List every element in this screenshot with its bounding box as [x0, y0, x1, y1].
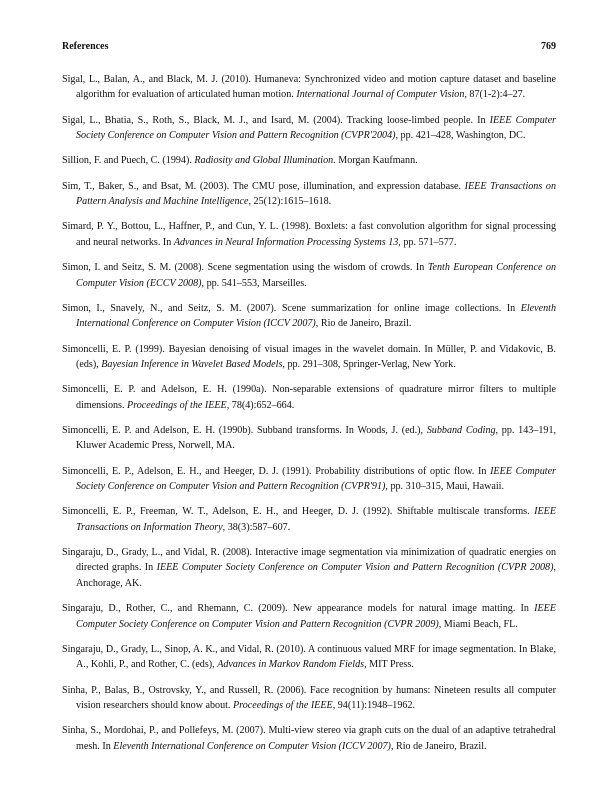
page-number: 769	[541, 41, 556, 52]
ref-text: Simoncelli, E. P. and Adelson, E. H. (1990a). Non-separable extensions of quadrature mirror filters to multiple dimensions.	[62, 384, 556, 411]
ref-venue: Proceedings of the IEEE	[232, 699, 333, 711]
ref-text: Simoncelli, E. P., Freeman, W. T., Adelson, E. H., and Heeger, D. J. (1992). Shiftable multiscale transforms.	[62, 506, 535, 518]
ref-text: Simoncelli, E. P., Adelson, E. H., and Heeger, D. J. (1991). Probability distributions of optic flow. In	[62, 465, 491, 477]
reference-entry	[62, 545, 556, 591]
reference-entry	[62, 179, 556, 210]
ref-text: Sinha, S., Mordohai, P., and Pollefeys, M. (2007). Multi-view stereo via graph cuts on the dual of an adaptive tetrahedral mesh. In	[62, 725, 556, 752]
reference-entry	[62, 464, 556, 495]
reference-entry	[62, 423, 556, 454]
ref-details: , pp. 310–315, Maui, Hawaii.	[385, 481, 504, 493]
ref-text: Singaraju, D., Grady, L., and Vidal, R. (2008). Interactive image segmentation via minimization of quadratic energies on directed graphs. In	[62, 547, 556, 574]
ref-details: , MIT Press.	[364, 659, 414, 671]
ref-text: Simon, I., Snavely, N., and Seitz, S. M. (2007). Scene summarization for online image collections. In	[62, 302, 521, 314]
reference-entry	[62, 683, 556, 714]
ref-venue: Tenth European Conference on Computer Vision (ECCV 2008)	[76, 262, 556, 289]
ref-details: . Morgan Kaufmann.	[333, 155, 418, 167]
reference-entry	[62, 219, 556, 250]
ref-details: , 87(1-2):4–27.	[464, 89, 526, 101]
ref-venue: IEEE Computer Society Conference on Computer Vision and Pattern Recognition (CVPR'2004)	[76, 114, 556, 142]
reference-entry	[62, 72, 556, 103]
ref-details: , pp. 291–308, Springer-Verlag, New York.	[282, 358, 456, 370]
ref-text: Sigal, L., Balan, A., and Black, M. J. (2010). Humaneva: Synchronized video and motion capture dataset and baseline algorithm for evaluation of articulated human motion.	[62, 74, 556, 101]
ref-text: Sim, T., Baker, S., and Bsat, M. (2003). The CMU pose, illumination, and expression database.	[62, 180, 465, 192]
reference-entry	[62, 504, 556, 535]
ref-venue: Bayesian Inference in Wavelet Based Models	[101, 358, 283, 370]
reference-list	[62, 72, 556, 764]
reference-entry	[62, 260, 556, 291]
ref-venue: IEEE Computer Society Conference on Computer Vision and Pattern Recognition (CVPR 2008)	[156, 562, 554, 574]
ref-text: Sinha, P., Balas, B., Ostrovsky, Y., and Russell, R. (2006). Face recognition by humans: Nineteen results all computer vision researchers should know about.	[62, 684, 556, 711]
ref-details: , Rio de Janeiro, Brazil.	[390, 740, 487, 752]
ref-text: Simoncelli, E. P. (1999). Bayesian denoising of visual images in the wavelet domain. In Müller, P. and Vidakovic, B. (eds),	[62, 343, 556, 370]
ref-details: , pp. 143–191, Kluwer Academic Press, Norwell, MA.	[76, 424, 557, 452]
ref-details: , 78(4):652–664.	[226, 399, 295, 411]
ref-details: , pp. 421–428, Washington, DC.	[395, 130, 526, 142]
reference-entry	[62, 601, 556, 632]
ref-venue: Eleventh International Conference on Computer Vision (ICCV 2007)	[113, 740, 391, 752]
reference-entry	[62, 113, 556, 144]
ref-venue: IEEE Transactions on Pattern Analysis and Machine Intelligence	[76, 180, 556, 208]
ref-details: , 94(11):1948–1962.	[332, 699, 416, 711]
ref-text: Singaraju, D., Rother, C., and Rhemann, C. (2009). New appearance models for natural image matting. In	[62, 603, 535, 615]
ref-venue: Eleventh International Conference on Computer Vision (ICCV 2007)	[76, 302, 556, 330]
reference-entry	[62, 723, 556, 754]
section-title: References	[62, 41, 109, 52]
reference-entry	[62, 342, 556, 373]
ref-text: Simoncelli, E. P. and Adelson, E. H. (1990b). Subband transforms. In Woods, J. (ed.),	[62, 424, 427, 436]
ref-text: Simon, I. and Seitz, S. M. (2008). Scene segmentation using the wisdom of crowds. In	[62, 262, 428, 274]
ref-venue: International Journal of Computer Vision	[296, 89, 465, 101]
ref-details: , Miami Beach, FL.	[438, 618, 518, 630]
ref-text: Sillion, F. and Puech, C. (1994).	[62, 155, 195, 167]
ref-venue: IEEE Transactions on Information Theory	[76, 506, 556, 533]
ref-details: , 25(12):1615–1618.	[248, 196, 332, 208]
ref-details: , Rio de Janeiro, Brazil.	[315, 318, 412, 330]
reference-entry	[62, 153, 556, 168]
ref-venue: Advances in Neural Information Processing Systems 13	[173, 236, 399, 248]
ref-venue: Advances in Markov Random Fields	[217, 659, 365, 671]
reference-entry	[62, 301, 556, 332]
ref-venue: IEEE Computer Society Conference on Computer Vision and Pattern Recognition (CVPR 2009)	[76, 603, 556, 630]
reference-entry	[62, 382, 556, 413]
ref-text: Singaraju, D., Grady, L., Sinop, A. K., and Vidal, R. (2010). A continuous valued MRF for image segmentation. In Blake, A., Kohli, P., and Rother, C. (eds),	[62, 643, 556, 671]
ref-venue: IEEE Computer Society Conference on Computer Vision and Pattern Recognition (CVPR'91)	[76, 465, 556, 493]
ref-details: , pp. 571–577.	[398, 236, 457, 248]
page-header	[62, 41, 556, 55]
ref-details: , pp. 541–553, Marseilles.	[201, 277, 307, 289]
ref-details: , 38(3):587–607.	[222, 521, 291, 533]
ref-venue: Proceedings of the IEEE	[127, 399, 227, 411]
ref-venue: Subband Coding	[426, 424, 496, 436]
ref-text: Sigal, L., Bhatia, S., Roth, S., Black, M. J., and Isard, M. (2004). Tracking loose-limbed people. In	[62, 114, 490, 126]
ref-venue: Radiosity and Global Illumination	[194, 155, 334, 167]
ref-details: , Anchorage, AK.	[76, 562, 556, 589]
reference-entry	[62, 642, 556, 673]
ref-text: Simard, P. Y., Bottou, L., Haffner, P., and Cun, Y. L. (1998). Boxlets: a fast convolution algorithm for signal processing and neural networks. In	[62, 221, 556, 248]
